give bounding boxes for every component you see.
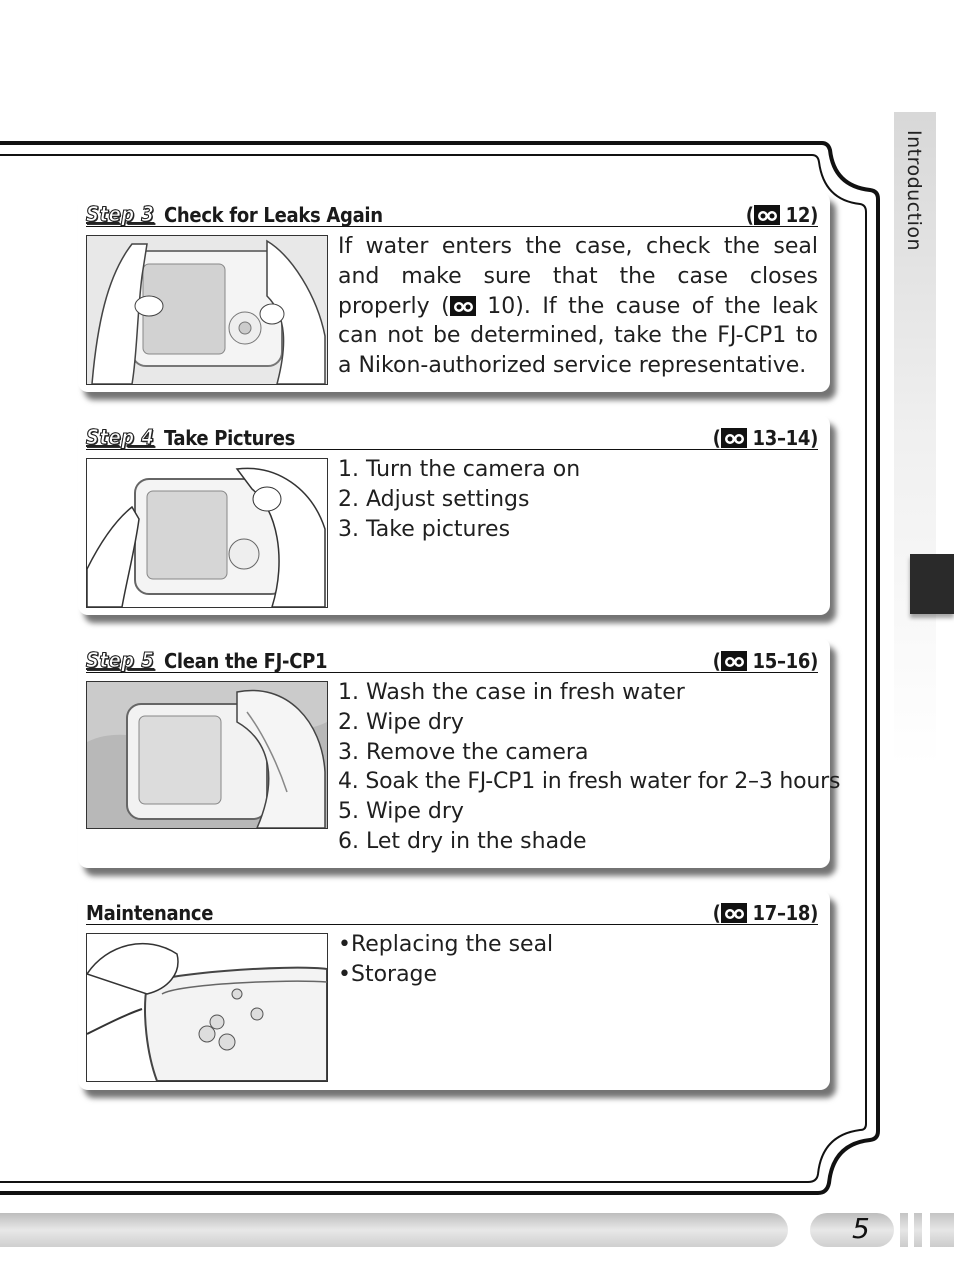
section-header (86, 648, 818, 673)
reference-icon (450, 296, 476, 316)
step-badge: Step 5 (86, 648, 155, 672)
page-reference-text: 13–14) (752, 426, 818, 450)
step-badge: Step 3 (86, 202, 155, 226)
footer-bar (0, 1213, 788, 1247)
seal-maintenance-illustration (86, 933, 328, 1082)
section-header (86, 425, 818, 450)
page-reference[interactable]: ( 17–18) (712, 901, 818, 925)
reference-icon (721, 903, 747, 923)
page-reference[interactable]: ( 13–14) (712, 426, 818, 450)
section-header (86, 202, 818, 227)
list-item: 2. Wipe dry (338, 709, 464, 735)
chapter-marker-tab (910, 554, 954, 614)
maintenance-list (338, 930, 818, 990)
step-badge: Step 4 (86, 425, 155, 449)
description-reference[interactable]: 10). (487, 293, 531, 319)
step-3-section (78, 192, 830, 392)
list-item: 3. Take pictures (338, 516, 511, 542)
section-description (338, 232, 818, 381)
step-5-section (78, 638, 841, 868)
list-item: 1. Wash the case in fresh water (338, 680, 685, 705)
page-number: 5 (852, 1212, 870, 1245)
reference-icon (721, 428, 747, 448)
section-title: Check for Leaks Again (164, 203, 383, 227)
footer-stripe (900, 1213, 908, 1247)
side-tab-background (894, 112, 936, 1202)
side-tab-label: Introduction (903, 130, 925, 252)
description-text-rest: If the cause of the leak can not be determined, take the FJ-CP1 to a Nikon-authorized service representative. (338, 293, 818, 379)
page-reference[interactable]: ( 15–16) (712, 649, 818, 673)
page-reference-text: 15–16) (752, 649, 818, 673)
reference-icon (721, 651, 747, 671)
list-item: 6. Let dry in the shade (338, 828, 587, 854)
description-text: If water enters the case, check the seal and make sure that the case closes properly ( (338, 234, 818, 319)
steps-list (338, 455, 818, 544)
list-item: 4. Soak the FJ-CP1 in fresh water for 2–3 hours (338, 769, 841, 795)
page-reference-text: 12) (785, 203, 818, 227)
footer-stripe (914, 1213, 922, 1247)
section-title: Clean the FJ-CP1 (164, 649, 328, 673)
list-item: •Replacing the seal (338, 932, 554, 957)
section-title: Maintenance (86, 901, 214, 925)
reference-icon (754, 205, 780, 225)
leak-check-illustration (86, 235, 328, 385)
steps-list (338, 678, 841, 857)
cleaning-illustration (86, 681, 328, 829)
section-header (86, 900, 818, 925)
take-pictures-illustration (86, 458, 328, 608)
maintenance-section (78, 890, 830, 1090)
page-reference-text: 17–18) (752, 901, 818, 925)
footer-stripe (930, 1213, 954, 1247)
list-item: 3. Remove the camera (338, 739, 589, 765)
page-reference[interactable]: ( 12) (745, 203, 818, 227)
section-title: Take Pictures (164, 426, 296, 450)
list-item: 1. Turn the camera on (338, 457, 581, 482)
list-item: •Storage (338, 961, 438, 987)
step-4-section (78, 415, 830, 615)
list-item: 2. Adjust settings (338, 486, 530, 512)
list-item: 5. Wipe dry (338, 799, 464, 825)
